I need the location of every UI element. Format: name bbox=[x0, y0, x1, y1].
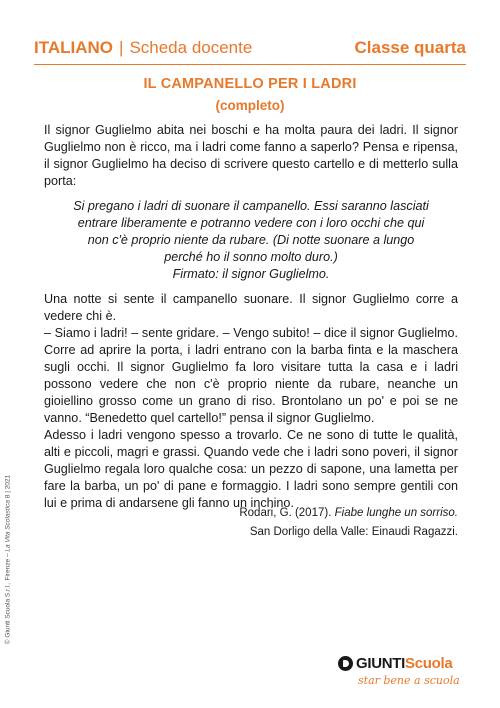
grade-label: Classe quarta bbox=[354, 38, 466, 57]
logo-row bbox=[338, 655, 468, 672]
sign-signature: Firmato: il signor Guglielmo. bbox=[172, 267, 330, 281]
giunti-scuola-logo bbox=[338, 655, 468, 695]
sign-line: perché ho il sonno molto duro.) bbox=[164, 250, 338, 264]
page-title: IL CAMPANELLO PER I LADRI bbox=[143, 76, 357, 92]
header-left bbox=[34, 38, 252, 58]
logo-tagline: star bene a scuola bbox=[358, 674, 460, 687]
copyright-notice bbox=[5, 452, 12, 668]
citation-publisher: San Dorligo della Valle: Einaudi Ragazzi. bbox=[249, 526, 458, 538]
paragraph-ending: Adesso i ladri vengono spesso a trovarlo. Ce ne sono di tutte le qualità, alti e piccoli, magri e grassi. Quando vede che i ladri sono poveri, il signor Guglielmo regala loro qualche cosa: un pezzo di sapone, una lametta per fare la barba, un po' di pane e formaggio. I ladri sono sempre gentili con lui e prima di andarsene gli fanno un inchino. bbox=[44, 428, 458, 510]
citation-work: Fiabe lunghe un sorriso. bbox=[334, 507, 458, 519]
paragraph-intro: Il signor Guglielmo abita nei boschi e ha molta paura dei ladri. Il signor Guglielmo non è ricco, ma i ladri come fanno a saperlo? Pensa e ripensa, il signor Guglielmo ha deciso di scrivere questo cartello e di metterlo sulla porta: bbox=[44, 123, 458, 188]
subject-label: ITALIANO bbox=[34, 38, 114, 57]
copyright-magazine: La Vita Scolastica bbox=[4, 500, 12, 552]
giunti-g-icon bbox=[338, 656, 353, 671]
header-divider bbox=[34, 64, 466, 65]
paragraph-night: Una notte si sente il campanello suonare. Il signor Guglielmo corre a vedere chi è. bbox=[44, 292, 458, 323]
citation bbox=[58, 504, 458, 542]
logo-brand-giunti: GIUNTI bbox=[356, 655, 406, 672]
copyright-prefix: © Giunti Scuola S.r.l., Firenze – bbox=[4, 553, 12, 645]
header-separator: | bbox=[119, 38, 124, 57]
citation-author: Rodari, G. (2017). bbox=[239, 507, 332, 519]
sign-line: non c'è proprio niente da rubare. (Di notte suonare a lungo bbox=[87, 233, 415, 247]
page-subtitle: (completo) bbox=[215, 98, 285, 113]
story-body bbox=[44, 122, 458, 512]
sign-line: Si pregano i ladri di suonare il campanello. Essi saranno lasciati bbox=[73, 199, 429, 213]
citation-line-1 bbox=[58, 504, 458, 523]
page-header bbox=[34, 36, 466, 60]
logo-brand-scuola: Scuola bbox=[405, 655, 453, 672]
sign-line: entrare liberamente e potranno vedere con i loro occhi che qui bbox=[77, 216, 425, 230]
copyright-suffix: 8 | 2021 bbox=[4, 474, 12, 499]
sign-text bbox=[44, 198, 458, 283]
sheet-type-label: Scheda docente bbox=[129, 38, 253, 57]
paragraph-dialogue: – Siamo i ladri! – sente gridare. – Vengo subito! – dice il signor Guglielmo. Corre ad aprire la porta, i ladri entrano con la barba finta e la maschera sugli occhi. Il signor Guglielmo fa loro visitare tutta la casa e i ladri possono vedere che non c'è proprio niente da rubare, neanche un gioiellino grosso come un grano di riso. Brontolano un po' e poi se ne vanno. “Benedetto quel cartello!” pensa il signor Guglielmo. bbox=[44, 326, 458, 425]
